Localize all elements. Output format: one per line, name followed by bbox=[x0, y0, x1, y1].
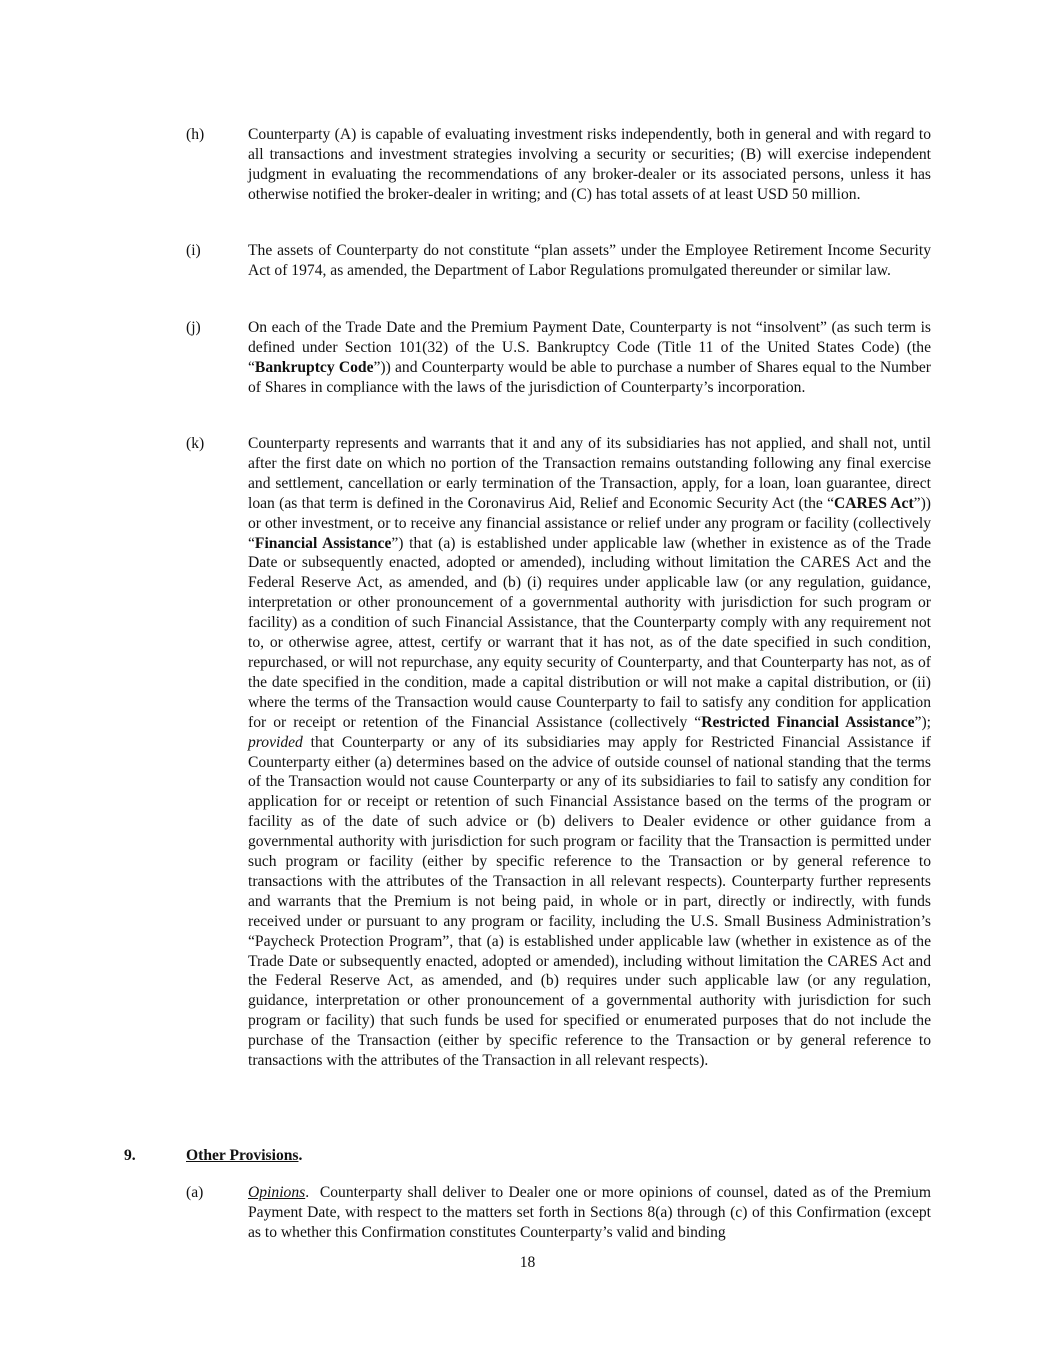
defined-term: Restricted Financial Assistance bbox=[701, 713, 915, 731]
section-title: Other Provisions. bbox=[186, 1147, 303, 1164]
clause-label: (a) bbox=[186, 1184, 204, 1201]
defined-term: CARES Act bbox=[834, 494, 914, 512]
page-number: 18 bbox=[519, 1254, 536, 1271]
clause-label: (k) bbox=[186, 435, 205, 452]
clause-text: On each of the Trade Date and the Premium Payment Date, Counterparty is not “insolvent” (as such term is defined under Section 101(32) of the U.S. Bankruptcy Code (Title 11 of the United States Code) (the “Bankruptcy Code”)) and Counterparty would be able to purchase a number of Shares equal to the Number of Shares in compliance with the laws of the jurisdiction of Counterparty’s incorporation. bbox=[248, 319, 931, 396]
clause-label: (h) bbox=[186, 126, 205, 143]
clause-h bbox=[186, 125, 931, 205]
clause-text: Counterparty represents and warrants that it and any of its subsidiaries has not applied, and shall not, until after the first date on which no portion of the Transaction remains outstanding following any final exercise and settlement, cancellation or early termination of the Transaction, apply, for a loan, loan guarantee, direct loan (as that term is defined in the Coronavirus Aid, Relief and Economic Security Act (the “CARES Act”)) or other investment, or to receive any financial assistance or relief under any program or facility (collectively “Financial Assistance”) that (a) is established under applicable law (whether in existence as of the Trade Date or subsequently enacted, adopted or amended), including without limitation the CARES Act and the Federal Reserve Act, as amended, and (b) (i) requires under applicable law (or any regulation, guidance, interpretation or other pronouncement of a governmental authority with jurisdiction for such program or facility) as a condition of such Financial Assistance, that the Counterparty comply with any requirement not to, or otherwise agree, attest, certify or warrant that it has not, as of the date specified in such condition, repurchased, or will not repurchase, any equity security of Counterparty, and that Counterparty has not, as of the date specified in the condition, made a capital distribution or will not make a capital distribution, or (ii) where the terms of the Transaction would cause Counterparty to fail to satisfy any condition for application for or receipt or retention of the Financial Assistance (collectively “Restricted Financial Assistance”); provided that Counterparty or any of its subsidiaries may apply for Restricted Financial Assistance if Counterparty either (a) determines based on the advice of outside counsel of national standing that the terms of the Transaction would not cause Counterparty or any of its subsidiaries to fail to satisfy any condition for application for or receipt or retention of such Financial Assistance based on the terms of the program or facility as of the date of such advice or (b) delivers to Dealer evidence or other guidance from a governmental authority with jurisdiction for such program or facility that the Transaction is permitted under such program or facility (either by specific reference to the Transaction or by general reference to transactions with the attributes of the Transaction in all relevant respects). Counterparty further represents and warrants that the Premium is not being paid, in whole or in part, directly or indirectly, with funds received under or pursuant to any program or facility, including the U.S. Small Business Administration’s “Paycheck Protection Program”, that (a) is established under applicable law (whether in existence as of the Trade Date or subsequently enacted, adopted or amended), including without limitation the CARES Act and the Federal Reserve Act, as amended, and (b) requires under such applicable law (or any regulation, guidance, interpretation or other pronouncement of a governmental authority with jurisdiction for such program or facility) that such funds be used for specified or enumerated purposes that do not include the purchase of the Transaction (either by specific reference to the Transaction or by general reference to transactions with the attributes of the Transaction in all relevant respects). bbox=[248, 435, 931, 1070]
emphasis: provided bbox=[248, 733, 303, 751]
clause-i bbox=[186, 241, 931, 281]
clause-text: Counterparty (A) is capable of evaluating investment risks independently, both in general and with regard to all transactions and investment strategies involving a security or securities; (B) will exercise independent judgment in evaluating the recommendations of any broker-dealer or its associated persons, unless it has otherwise notified the broker-dealer in writing; and (C) has total assets of at least USD 50 million. bbox=[248, 126, 931, 203]
section-number: 9. bbox=[124, 1147, 136, 1164]
clause-9a bbox=[186, 1183, 935, 1243]
defined-term: Bankruptcy Code bbox=[254, 358, 374, 376]
clause-label: (i) bbox=[186, 242, 201, 259]
clause-text: The assets of Counterparty do not constitute “plan assets” under the Employee Retirement Income Security Act of 1974, as amended, the Department of Labor Regulations promulgated thereunder or similar law. bbox=[248, 242, 931, 279]
clause-j bbox=[186, 318, 931, 398]
clause-heading: Opinions bbox=[248, 1184, 306, 1201]
clause-label: (j) bbox=[186, 319, 201, 336]
clause-k bbox=[186, 434, 931, 1071]
clause-text: Opinions. Counterparty shall deliver to Dealer one or more opinions of counsel, dated as of the Premium Payment Date, with respect to the matters set forth in Sections 8(a) through (c) of this Confirmation (except as to whether this Confirmation constitutes Counterparty’s valid and binding bbox=[248, 1184, 935, 1241]
defined-term: Financial Assistance bbox=[254, 534, 392, 552]
